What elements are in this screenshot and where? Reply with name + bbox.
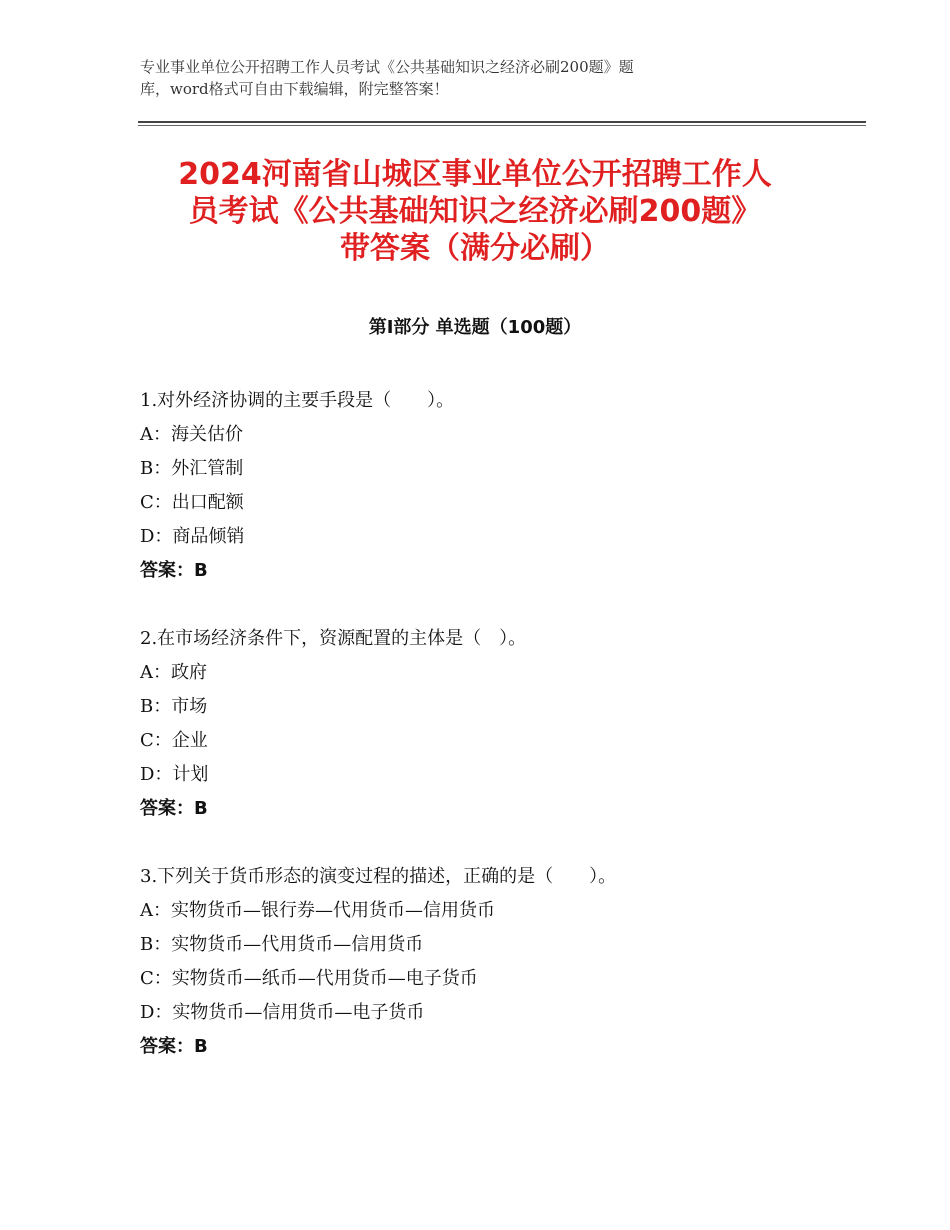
- option-c: C：实物货币—纸币—代用货币—电子货币: [140, 968, 478, 989]
- header-divider-thin: [138, 125, 866, 126]
- question-stem: 2.在市场经济条件下，资源配置的主体是（ ）。: [140, 628, 527, 649]
- option-a: A：实物货币—银行券—代用货币—信用货币: [140, 900, 495, 921]
- question-list: [140, 384, 840, 1098]
- header-divider-thick: [138, 121, 866, 123]
- title-line-3: 带答案（满分必刷）: [340, 231, 610, 266]
- option-b: B：市场: [140, 696, 208, 717]
- question-item: [140, 622, 840, 826]
- section-title: 第Ⅰ部分 单选题（100题）: [368, 317, 582, 338]
- answer-label: 答案：B: [140, 1036, 208, 1057]
- option-a: A：海关估价: [140, 424, 243, 445]
- question-stem: 3.下列关于货币形态的演变过程的描述，正确的是（ ）。: [140, 866, 617, 887]
- title-line-2: 员考试《公共基础知识之经济必刷200题》: [188, 194, 762, 229]
- option-b: B：外汇管制: [140, 458, 244, 479]
- option-c: C：企业: [140, 730, 208, 751]
- title-line-1: 2024河南省山城区事业单位公开招聘工作人: [178, 157, 772, 192]
- header-line-1: 专业事业单位公开招聘工作人员考试《公共基础知识之经济必刷200题》题: [140, 58, 634, 76]
- option-d: D：商品倾销: [140, 526, 245, 547]
- document-title: [100, 156, 850, 267]
- option-b: B：实物货币—代用货币—信用货币: [140, 934, 424, 955]
- answer-label: 答案：B: [140, 798, 208, 819]
- option-d: D：实物货币—信用货币—电子货币: [140, 1002, 425, 1023]
- option-c: C：出口配额: [140, 492, 244, 513]
- question-item: [140, 384, 840, 588]
- option-a: A：政府: [140, 662, 207, 683]
- answer-label: 答案：B: [140, 560, 208, 581]
- option-d: D：计划: [140, 764, 209, 785]
- question-item: [140, 860, 840, 1064]
- question-stem: 1.对外经济协调的主要手段是（ ）。: [140, 390, 455, 411]
- document-header: [140, 56, 760, 100]
- header-line-2: 库，word格式可自由下载编辑，附完整答案！: [140, 80, 449, 98]
